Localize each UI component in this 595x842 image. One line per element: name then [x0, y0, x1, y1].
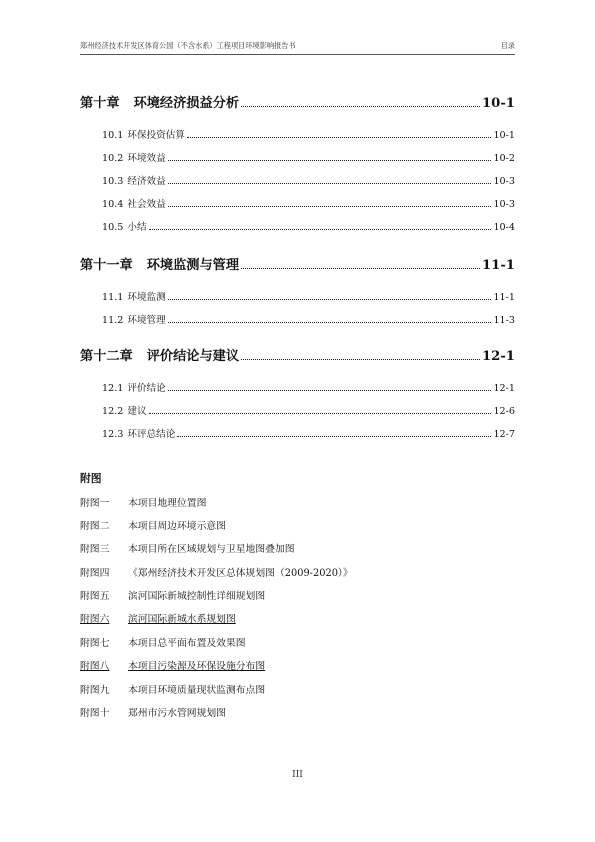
chapter-title: 环境监测与管理 [146, 258, 240, 273]
page-ref: 10-3 [493, 176, 515, 187]
toc-chapter[interactable] [80, 254, 515, 273]
entry-number: 10.2 [102, 153, 124, 164]
figure-text: 滨河国际新城控制性详细规划图 [128, 591, 266, 602]
toc-entry[interactable] [102, 196, 515, 210]
figure-label: 附图一 [80, 498, 110, 509]
toc-entry[interactable] [102, 426, 515, 440]
entry-title: 建议 [127, 406, 147, 417]
figure-text: 本项目环境质量现状监测布点图 [128, 685, 266, 696]
leader-dots [187, 136, 492, 138]
toc-entry[interactable] [102, 312, 515, 326]
toc-entry[interactable] [102, 150, 515, 164]
toc-entry[interactable] [102, 380, 515, 394]
figure-text: 郑州市污水管网规划图 [128, 708, 226, 719]
entry-title: 小结 [127, 222, 147, 233]
entry-title: 环境管理 [127, 315, 166, 326]
page-ref: 10-4 [493, 222, 515, 233]
figure-text: 本项目污染源及环保设施分布图 [128, 661, 266, 672]
figure-text: 《郑州经济技术开发区总体规划图（2009-2020）》 [128, 568, 353, 579]
leader-dots [168, 298, 492, 300]
page-ref: 12-6 [493, 406, 515, 417]
figure-item[interactable] [80, 518, 226, 532]
section-name: 目录 [500, 41, 515, 50]
toc-chapter[interactable] [80, 345, 515, 364]
figure-label: 附图九 [80, 685, 110, 696]
leader-dots [168, 205, 492, 207]
figure-text: 本项目地理位置图 [128, 498, 207, 509]
leader-dots [168, 321, 492, 323]
chapter-number: 第十二章 [80, 349, 133, 364]
entry-number: 11.2 [102, 315, 124, 326]
entry-title: 环境效益 [127, 153, 166, 164]
figure-item[interactable] [80, 565, 353, 579]
figure-label: 附图八 [80, 661, 110, 672]
entry-number: 12.3 [102, 429, 124, 440]
entry-number: 10.1 [102, 130, 124, 141]
toc-entry[interactable] [102, 403, 515, 417]
figure-item[interactable] [80, 588, 265, 602]
figure-text: 滨河国际新城水系规划图 [128, 614, 236, 625]
entry-title: 环境监测 [127, 292, 166, 303]
leader-dots [149, 412, 492, 414]
figures-heading: 附图 [80, 472, 102, 485]
leader-dots [241, 358, 480, 360]
entry-title: 评价结论 [127, 383, 166, 394]
figure-label: 附图七 [80, 638, 110, 649]
figure-label: 附图四 [80, 568, 110, 579]
toc-entry[interactable] [102, 289, 515, 303]
entry-number: 12.1 [102, 383, 124, 394]
page-ref: 12-7 [493, 429, 515, 440]
page-ref: 10-2 [493, 153, 515, 164]
entry-title: 经济效益 [127, 176, 166, 187]
figure-label: 附图五 [80, 591, 110, 602]
figure-item[interactable] [80, 635, 246, 649]
figure-item[interactable] [80, 705, 226, 719]
page-ref: 11-1 [481, 258, 515, 273]
entry-number: 12.2 [102, 406, 124, 417]
entry-number: 10.5 [102, 222, 124, 233]
page-ref: 10-1 [481, 96, 515, 111]
page-ref: 10-3 [493, 199, 515, 210]
figure-item[interactable] [80, 658, 265, 672]
figure-label: 附图二 [80, 521, 110, 532]
page-ref: 10-1 [493, 130, 515, 141]
entry-title: 社会效益 [127, 199, 166, 210]
figure-label: 附图六 [80, 614, 110, 625]
figure-item[interactable] [80, 611, 236, 625]
toc-entry[interactable] [102, 219, 515, 233]
page-header [80, 40, 515, 55]
page-ref: 12-1 [493, 383, 515, 394]
figure-label: 附图十 [80, 708, 110, 719]
toc-entry[interactable] [102, 173, 515, 187]
chapter-title: 评价结论与建议 [146, 349, 240, 364]
page-ref: 11-1 [493, 292, 515, 303]
page-number: III [292, 770, 303, 780]
entry-title: 环评总结论 [127, 429, 176, 440]
leader-dots [168, 159, 492, 161]
figure-text: 本项目周边环境示意图 [128, 521, 226, 532]
chapter-number: 第十一章 [80, 258, 133, 273]
toc-chapter[interactable] [80, 92, 515, 111]
leader-dots [168, 389, 492, 391]
figure-text: 本项目所在区域规划与卫星地图叠加图 [128, 544, 295, 555]
leader-dots [177, 435, 491, 437]
leader-dots [168, 182, 492, 184]
page-ref: 12-1 [481, 349, 515, 364]
entry-number: 11.1 [102, 292, 124, 303]
figure-text: 本项目总平面布置及效果图 [128, 638, 246, 649]
leader-dots [241, 267, 480, 269]
figure-item[interactable] [80, 541, 295, 555]
figure-item[interactable] [80, 495, 206, 509]
chapter-title: 环境经济损益分析 [133, 96, 240, 111]
entry-number: 10.4 [102, 199, 124, 210]
page-ref: 11-3 [493, 315, 515, 326]
figure-item[interactable] [80, 682, 265, 696]
chapter-number: 第十章 [80, 96, 120, 111]
entry-title: 环保投资估算 [127, 130, 185, 141]
document-title: 郑州经济技术开发区体育公园（不含水系）工程项目环境影响报告书 [80, 41, 296, 50]
figure-label: 附图三 [80, 544, 110, 555]
leader-dots [241, 105, 480, 107]
entry-number: 10.3 [102, 176, 124, 187]
leader-dots [149, 228, 492, 230]
toc-entry[interactable] [102, 127, 515, 141]
